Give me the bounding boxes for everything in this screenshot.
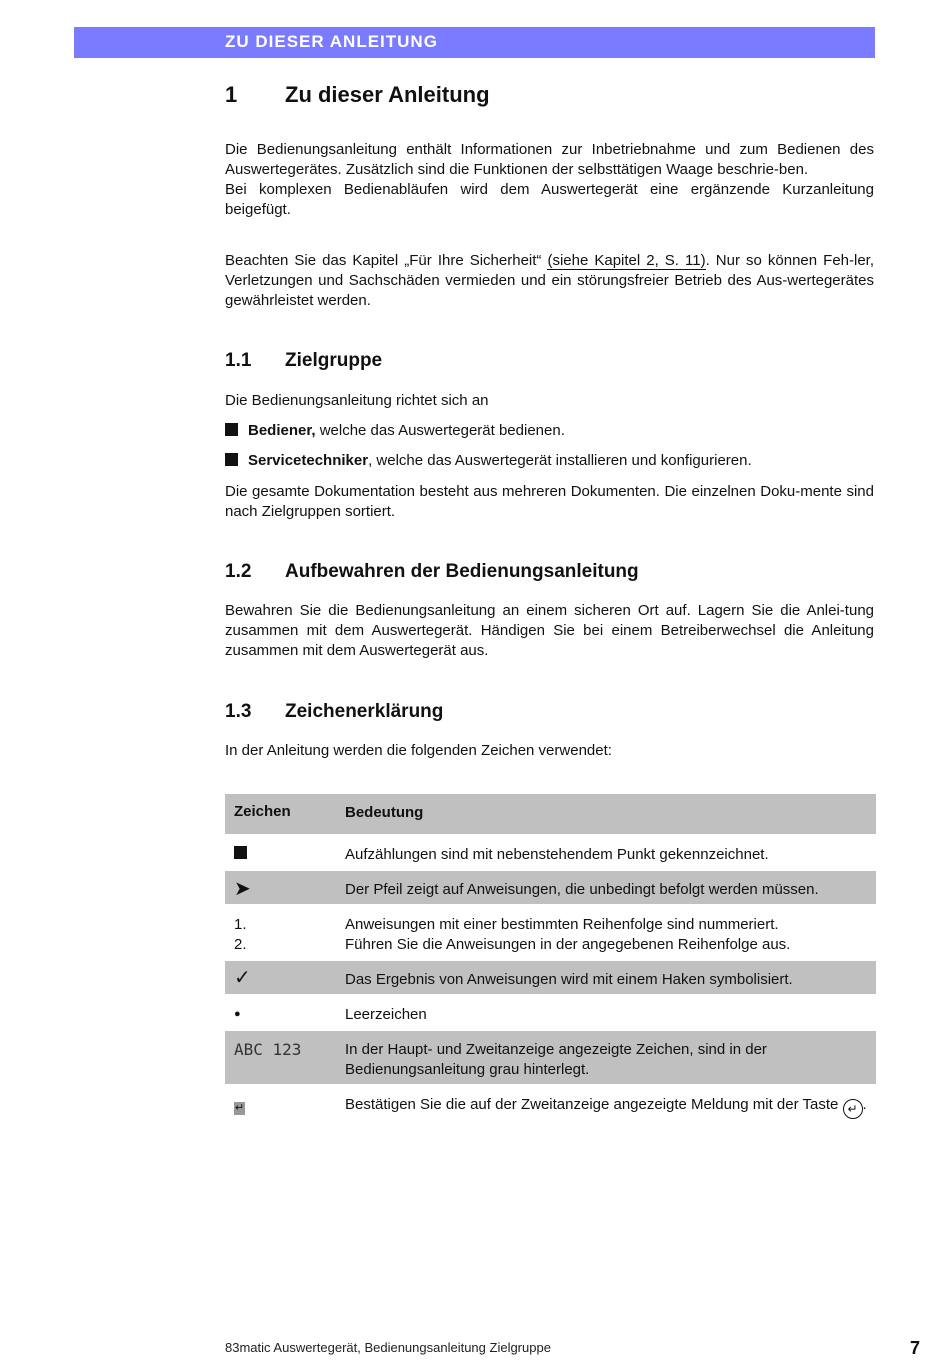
cross-reference-link[interactable]: (siehe Kapitel 2, S. 11) — [547, 252, 706, 269]
bullet-item-servicetechniker-bold: Servicetechniker — [248, 452, 369, 469]
section-1-3-title: Zeichenerklärung — [285, 701, 444, 722]
section-1-1-title: Zielgruppe — [285, 350, 383, 371]
section-1-paragraph-2-post: . Nur so können Feh-ler, Verletzungen und Sachschäden vermieden und ein störungsfreier Betrieb des Aus-wertegerätes gewährleistet werden. — [225, 252, 875, 309]
section-1-title: Zu dieser Anleitung — [285, 82, 490, 107]
table-cell-meaning: Aufzählungen sind mit nebenstehendem Punkt gekennzeichnet. — [345, 846, 769, 863]
bullet-square-icon — [225, 423, 238, 436]
table-cell-sign — [225, 906, 335, 959]
table-row — [225, 961, 876, 996]
table-cell-meaning: Das Ergebnis von Anweisungen wird mit einem Haken symbolisiert. — [345, 971, 793, 988]
table-cell-meaning-post: . — [862, 1096, 867, 1113]
display-characters-sample: ABC 123 — [234, 1040, 302, 1059]
footer-text: 83matic Auswertegerät, Bedienungsanleitung Zielgruppe — [225, 1340, 551, 1355]
bullet-item-bediener — [225, 421, 565, 441]
table-cell-meaning-pre: Bestätigen Sie die auf der Zweitanzeige angezeigte Meldung mit der Taste — [345, 1096, 843, 1113]
table-cell-meaning: In der Haupt- und Zweitanzeige angezeigte Zeichen, sind in der Bedienungsanleitung grau hinterlegt. — [345, 1041, 767, 1078]
symbol-table — [225, 794, 876, 1141]
table-cell-meaning: Der Pfeil zeigt auf Anweisungen, die unbedingt befolgt werden müssen. — [345, 881, 819, 898]
section-1-heading — [225, 82, 490, 108]
table-row — [225, 906, 876, 961]
checkmark-icon: ✓ — [234, 967, 251, 989]
table-cell-sign — [225, 1086, 335, 1139]
section-1-3-heading — [225, 701, 443, 723]
section-1-2-heading — [225, 561, 639, 583]
table-cell-meaning-line-1: Anweisungen mit einer bestimmten Reihenfolge sind nummeriert. — [345, 916, 779, 933]
table-cell-meaning: Leerzeichen — [345, 1006, 427, 1023]
bullet-square-icon — [234, 846, 247, 859]
table-cell-meaning-line-2: Führen Sie die Anweisungen in der angegebenen Reihenfolge aus. — [345, 936, 791, 953]
table-header-meaning: Bedeutung — [345, 804, 424, 821]
enter-key-icon: ↵ — [234, 1102, 245, 1114]
table-cell-sign — [225, 836, 335, 869]
space-dot-icon: ● — [234, 1008, 241, 1020]
table-row — [225, 871, 876, 906]
section-1-paragraph-1 — [225, 140, 874, 220]
section-1-paragraph-2-pre: Beachten Sie das Kapitel „Für Ihre Sicherheit“ — [225, 252, 548, 269]
section-1-paragraph-1-line-1: Die Bedienungsanleitung enthält Informationen zur Inbetriebnahme und zum Bedienen des Auswertegerätes. Zusätzlich sind die Funktionen der selbsttätigen Waage beschrie-ben. — [225, 141, 874, 178]
chapter-header-band — [74, 27, 875, 58]
enter-key-round-icon: ↵ — [843, 1099, 863, 1119]
table-header-row — [225, 794, 876, 836]
table-row — [225, 1086, 876, 1141]
section-1-3-intro: In der Anleitung werden die folgenden Zeichen verwendet: — [225, 742, 612, 759]
page-number: 7 — [910, 1338, 921, 1358]
table-row — [225, 996, 876, 1031]
table-row — [225, 836, 876, 871]
section-1-number: 1 — [225, 82, 238, 107]
section-1-paragraph-1-line-2: Bei komplexen Bedienabläufen wird dem Auswertegerät eine ergänzende Kurzanleitung beigefügt. — [225, 181, 874, 218]
numbering-1: 1. — [234, 916, 247, 933]
bullet-item-bediener-text: welche das Auswertegerät bedienen. — [315, 422, 565, 439]
section-1-1-outro: Die gesamte Dokumentation besteht aus mehreren Dokumenten. Die einzelnen Doku-mente sind nach Zielgruppen sortiert. — [225, 483, 874, 520]
section-1-2-text: Bewahren Sie die Bedienungsanleitung an einem sicheren Ort auf. Lagern Sie die Anlei-tung zusammen mit dem Auswertegerät. Händigen Sie bei einem Betreiberwechsel die Anleitung zusammen mit dem Auswertegerät aus. — [225, 602, 874, 659]
table-cell-meaning — [335, 906, 876, 959]
numbering-2: 2. — [234, 936, 247, 953]
section-1-2-title: Aufbewahren der Bedienungsanleitung — [285, 561, 639, 582]
bullet-item-servicetechniker — [225, 451, 752, 471]
arrow-icon: ➤ — [234, 878, 251, 900]
section-1-paragraph-2 — [225, 251, 874, 311]
table-row — [225, 1031, 876, 1086]
bullet-item-bediener-bold: Bediener, — [248, 422, 316, 439]
section-1-2-number: 1.2 — [225, 561, 252, 582]
bullet-square-icon — [225, 453, 238, 466]
table-header-sign: Zeichen — [234, 803, 291, 820]
section-1-3-number: 1.3 — [225, 701, 252, 722]
section-1-1-heading — [225, 350, 382, 372]
table-cell-meaning — [335, 1086, 876, 1139]
chapter-header-title: ZU DIESER ANLEITUNG — [225, 32, 438, 51]
bullet-item-servicetechniker-text: , welche das Auswertegerät installieren und konfigurieren. — [368, 452, 752, 469]
section-1-1-intro: Die Bedienungsanleitung richtet sich an — [225, 392, 489, 409]
section-1-1-number: 1.1 — [225, 350, 252, 371]
